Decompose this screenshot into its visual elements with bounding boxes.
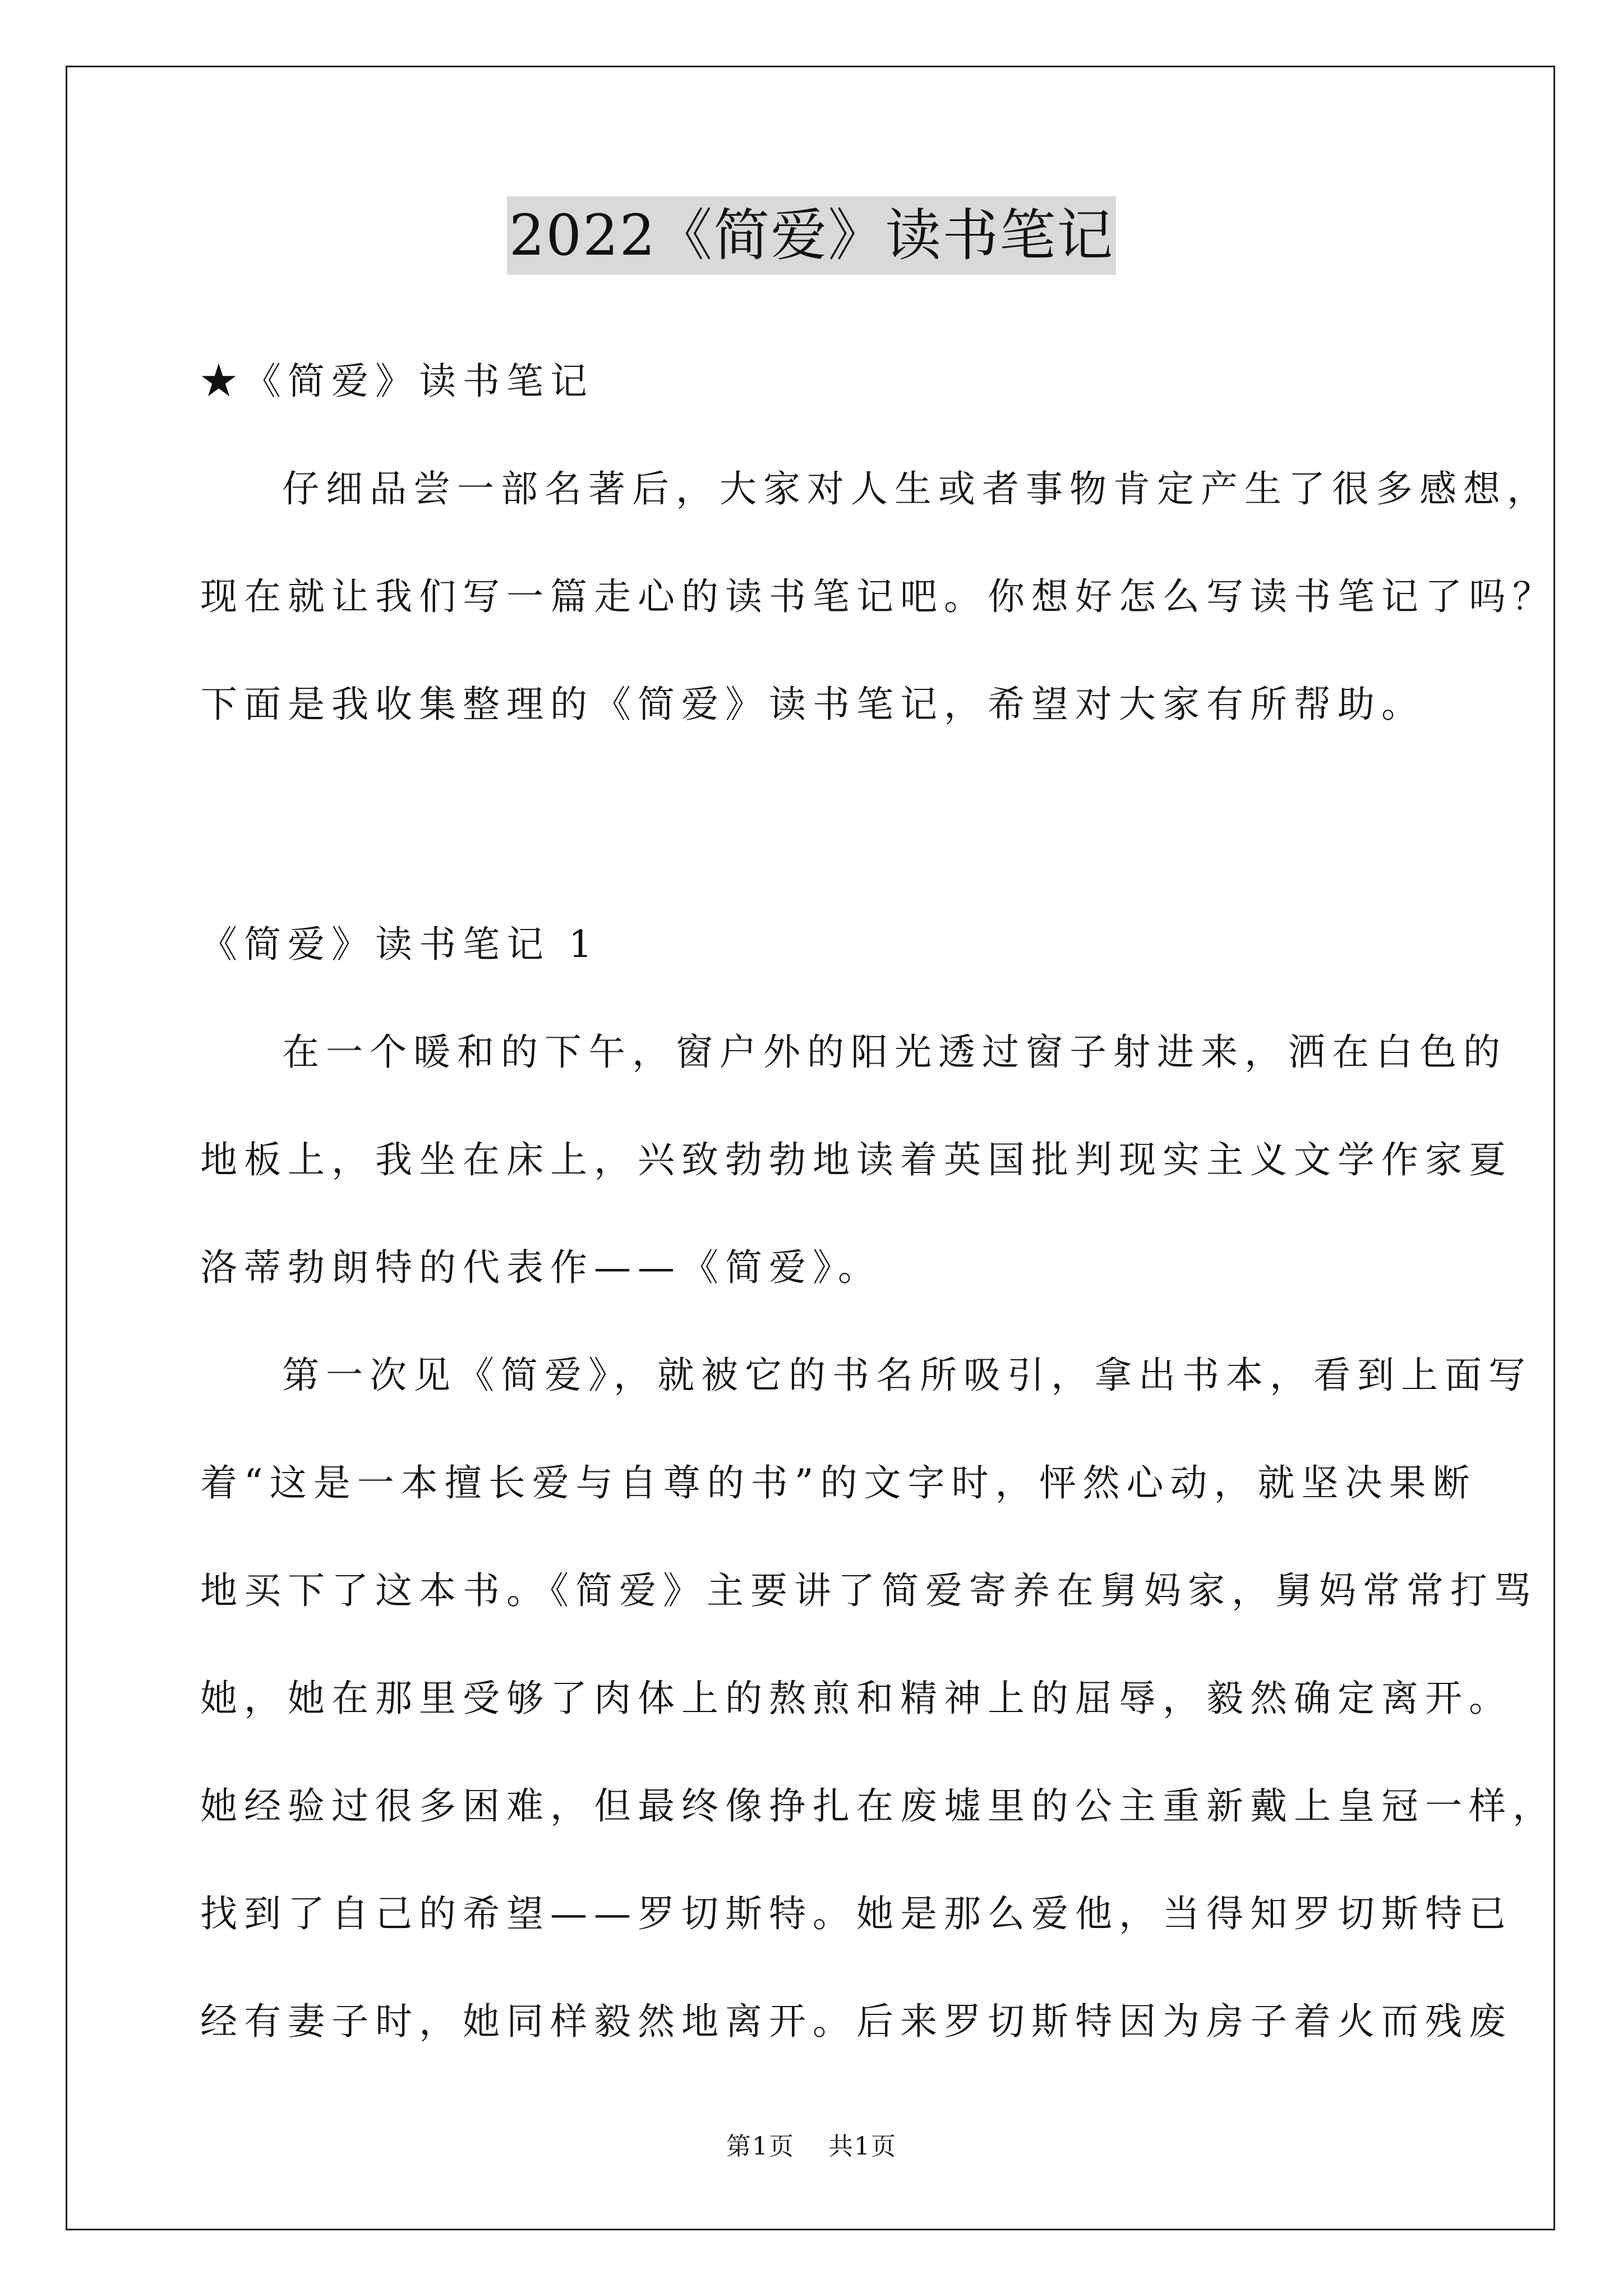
title-container	[0, 196, 1623, 275]
paragraph-line: 洛蒂勃朗特的代表作——《简爱》。	[200, 1246, 882, 1289]
intro-heading: ★《简爱》读书笔记	[200, 360, 594, 403]
paragraph-line: 她经验过很多困难，但最终像挣扎在废墟里的公主重新戴上皇冠一样，	[200, 1784, 1556, 1828]
paragraph-line: 着“这是一本擅长爱与自尊的书”的文字时，怦然心动，就坚决果断	[200, 1461, 1477, 1504]
page-footer	[0, 2126, 1623, 2162]
paragraph-line: 第一次见《简爱》，就被它的书名所吸引，拿出书本，看到上面写	[282, 1354, 1532, 1397]
paragraph-line: 经有妻子时，她同样毅然地离开。后来罗切斯特因为房子着火而残废	[200, 2000, 1513, 2043]
paragraph-line: 地板上，我坐在床上，兴致勃勃地读着英国批判现实主义文学作家夏	[200, 1138, 1513, 1181]
intro-line: 下面是我收集整理的《简爱》读书笔记，希望对大家有所帮助。	[200, 683, 1425, 726]
paragraph-line: 找到了自己的希望——罗切斯特。她是那么爱他，当得知罗切斯特已	[200, 1892, 1513, 1935]
section-heading: 《简爱》读书笔记 1	[200, 923, 599, 966]
page-number: 第1页	[726, 2132, 795, 2161]
paragraph-line: 在一个暖和的下午，窗户外的阳光透过窗子射进来，洒在白色的	[282, 1030, 1507, 1074]
section-spacer	[200, 773, 1462, 905]
intro-line: 仔细品尝一部名著后，大家对人生或者事物肯定产生了很多感想，	[282, 467, 1551, 510]
document-body	[200, 342, 1556, 2090]
page-total: 共1页	[828, 2132, 897, 2161]
document-title: 2022《简爱》读书笔记	[507, 196, 1117, 275]
intro-line: 现在就让我们写一篇走心的读书笔记吧。你想好怎么写读书笔记了吗？	[200, 575, 1556, 618]
paragraph-line: 她，她在那里受够了肉体上的熬煎和精神上的屈辱，毅然确定离开。	[200, 1677, 1513, 1720]
paragraph-line: 地买下了这本书。《简爱》主要讲了简爱寄养在舅妈家，舅妈常常打骂	[200, 1569, 1538, 1612]
